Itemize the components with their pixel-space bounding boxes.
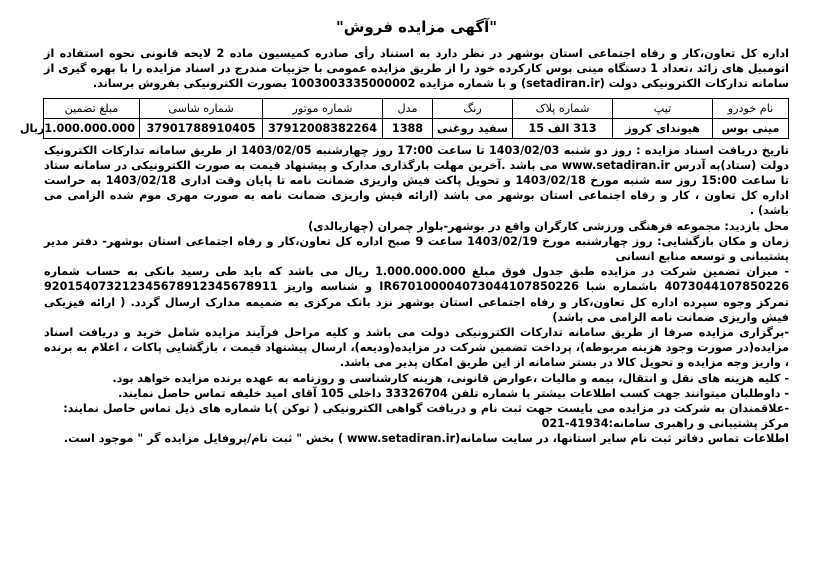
col-header: شماره پلاک: [513, 98, 613, 118]
col-header: شماره موتور: [263, 98, 383, 118]
notice-title: "آگهی مزایده فروش": [335, 18, 498, 36]
col-header: تیپ: [613, 98, 713, 118]
registration-paragraph: -علاقمندان به شرکت در مزایده می بایست جهت ثبت نام و دریافت گواهی الکترونیکی ( توکن )با شماره های ذیل تماس حاصل نمایند:: [63, 402, 789, 416]
visit-location-paragraph: محل بازدید: مجموعه فرهنگی ورزشی کارگران واقع در بوشهر-بلوار چمران (چهاربالدی): [308, 219, 789, 233]
process-paragraph: -برگزاری مزایده صرفا از طریق سامانه تدارکات الکترونیکی دولت می باشد و کلیه مراحل فرآیند مزایده شامل خرید و دریافت اسناد مزایده(در صورت وجود هزینه مربوطه)، پرداخت تضمین شرکت در مزایده(ودیعه)، ارسال پیشنهاد قیمت ، بازگشایی پاکات ، اعلام به برنده ، واریز وجه مزایده و تحویل کالا در بستر سامانه از این طریق امکان پذیر می باشد.: [44, 326, 789, 370]
col-header: نام خودرو: [713, 98, 789, 118]
opening-time-paragraph: زمان و مکان بازگشایی: روز چهارشنبه مورخ 1403/02/19 ساعت 9 صبح اداره کل تعاون،کار و رفاه اجتماعی استان بوشهر- دفتر مدیر پشتیبانی و توسعه منابع انسانی: [44, 234, 790, 264]
costs-paragraph: - کلیه هزینه های نقل و انتقال، بیمه و مالیات ،عوارض قانونی، هزینه کارشناسی و روزنامه به عهده برنده مزایده خواهد بود.: [112, 371, 789, 385]
cell-plate: 313 الف 15: [513, 118, 613, 138]
notice-body: [44, 143, 789, 447]
cell-color: سفید روغنی: [433, 118, 513, 138]
col-header: مدل: [383, 98, 433, 118]
intro-paragraph: اداره کل تعاون،کار و رفاه اجتماعی استان بوشهر در نظر دارد به استناد رأی صادره کمیسیون ماده 2 لایحه قانونی نحوه استفاده از اتومبیل های زائد ،تعداد 1 دستگاه مینی بوس کارکرده خود را از طریق مزایده عمومی با جزییات مندرج در اسناد مزایده را با بهره گیری از سامانه تدارکات الکترونیکی دولت (setadiran.ir) و با شماره مزایده 1003003335000002 بصورت الکترونیکی بفروش برساند.: [44, 47, 789, 91]
cell-chassis-number: 37901788910405: [140, 118, 263, 138]
support-center-paragraph: مرکز پشتیبانی و راهبری سامانه:41934-021: [541, 417, 789, 431]
table-header-row: [44, 98, 789, 118]
cell-vehicle-name: مینی بوس: [713, 118, 789, 138]
cell-type: هیوندای کروز: [613, 118, 713, 138]
guarantee-paragraph: - میزان تضمین شرکت در مزایده طبق جدول فوق مبلغ 1.000.000.000 ریال می باشد که باید طی رسید بانکی به حساب شماره 4073044107850226 باشماره شبا IR670100004073044107850226 و شناسه واریز 920154073212345678912345678911 تمرکز وجوه سپرده اداره کل تعاون،کار و رفاه اجتماعی استان بوشهر نزد بانک مرکزی به ضمیمه مدارک ارسال گردد. ( ارائه فیزیکی فیش واریزی ضمانت نامه الزامی می باشد): [44, 265, 790, 324]
cell-model: 1388: [383, 118, 433, 138]
document-dates-paragraph: تاریخ دریافت اسناد مزایده : روز دو شنبه 1403/02/03 تا ساعت 17:00 روز چهارشنبه 1403/02/05 از طریق سامانه تدارکات الکترونیک دولت (ستاد)به آدرس www.setadiran.ir می باشد .آخرین مهلت بارگذاری مدارک و پیشنهاد قیمت به صورت الکترونیکی در سامانه ستاد تا ساعت 15:00 روز سه شنبه مورخ 1403/02/18 و تحویل پاکت فیش واریزی ضمانت نامه تا پایان وقت اداری 1403/02/18 به حراست اداره کل تعاون ، کار و رفاه اجتماعی استان بوشهر می باشد (ارائه فیش واریزی ضمانت نامه به صورت مهری موم شده الزامی می باشد) .: [44, 143, 790, 218]
contact-paragraph: - داوطلبان میتوانند جهت کسب اطلاعات بیشتر با شماره تلفن 33326704 داخلی 105 آقای امید خلیفه تماس حاصل نمایند.: [118, 386, 789, 400]
vehicle-table: [19, 98, 789, 139]
cell-engine-number: 37912008382264: [263, 118, 383, 138]
provincial-offices-paragraph: اطلاعات تماس دفاتر ثبت نام سایر استانها، در سایت سامانه(www.setadiran.ir ) بخش " ثبت نام/پروفایل مزایده گر " موجود است.: [63, 432, 789, 446]
col-header: مبلغ تضمین: [44, 98, 140, 118]
col-header: رنگ: [433, 98, 513, 118]
col-header: شماره شاسی: [140, 98, 263, 118]
table-row: [44, 118, 789, 138]
cell-guarantee-amount: 1.000.000.000ریال: [44, 118, 140, 138]
